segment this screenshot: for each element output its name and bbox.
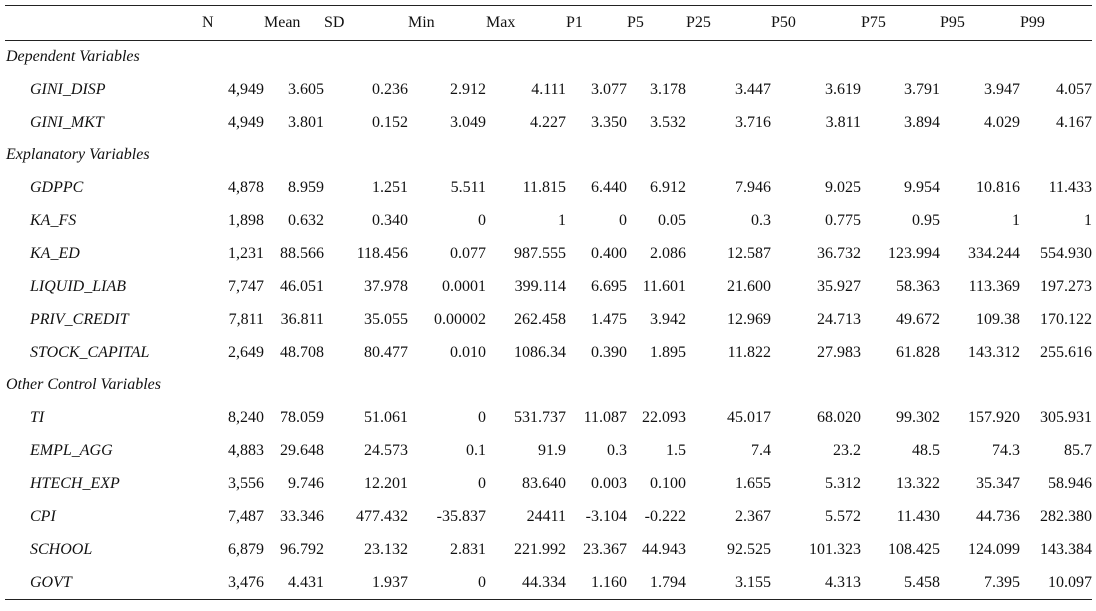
stat-cell-p95: 334.244 xyxy=(968,244,1020,262)
stat-cell-p1: 0.400 xyxy=(591,244,627,262)
stat-cell-min: 0.077 xyxy=(450,244,486,262)
stat-cell-p1: 1.160 xyxy=(591,573,627,591)
stat-cell-n: 7,747 xyxy=(228,277,264,295)
stat-cell-p75: 5.458 xyxy=(904,573,940,591)
table-row xyxy=(5,434,1092,467)
stat-cell-max: 531.737 xyxy=(514,408,566,426)
header-variable-column xyxy=(5,6,202,41)
stat-cell-n: 6,879 xyxy=(228,540,264,558)
stat-cell-p1: 1.475 xyxy=(591,310,627,328)
stat-cell-max: 4.227 xyxy=(530,113,566,131)
stat-cell-mean: 48.708 xyxy=(280,343,324,361)
stat-cell-sd: 37.978 xyxy=(364,277,408,295)
header-min: Min xyxy=(408,14,435,31)
stat-cell-p95: 7.395 xyxy=(984,573,1020,591)
header-p25: P25 xyxy=(686,14,711,31)
stat-cell-mean: 46.051 xyxy=(280,277,324,295)
stat-cell-min: 0 xyxy=(478,573,486,591)
stat-cell-sd: 0.152 xyxy=(372,113,408,131)
stat-cell-p75: 108.425 xyxy=(888,540,940,558)
stat-cell-p75: 99.302 xyxy=(896,408,940,426)
stat-cell-p5: 1.5 xyxy=(666,441,686,459)
stat-cell-n: 4,949 xyxy=(228,80,264,98)
stat-cell-p50: 35.927 xyxy=(817,277,861,295)
stat-cell-p25: 12.969 xyxy=(727,310,771,328)
stat-cell-sd: 80.477 xyxy=(364,343,408,361)
stat-cell-p50: 27.983 xyxy=(817,343,861,361)
stat-cell-p75: 49.672 xyxy=(896,310,940,328)
stat-cell-n: 7,811 xyxy=(228,310,264,328)
variable-name: GINI_DISP xyxy=(30,80,106,98)
stat-cell-n: 7,487 xyxy=(228,507,264,525)
stat-cell-p95: 124.099 xyxy=(968,540,1020,558)
stat-cell-p95: 35.347 xyxy=(976,474,1020,492)
variable-name: GINI_MKT xyxy=(30,113,104,131)
stat-cell-p95: 143.312 xyxy=(968,343,1020,361)
stat-cell-mean: 9.746 xyxy=(288,474,324,492)
stat-cell-mean: 29.648 xyxy=(280,441,324,459)
descriptive-statistics-table xyxy=(5,5,1092,600)
stat-cell-n: 4,949 xyxy=(228,113,264,131)
stat-cell-n: 4,883 xyxy=(228,441,264,459)
stat-cell-sd: 0.236 xyxy=(372,80,408,98)
stat-cell-p95: 1 xyxy=(1012,211,1020,229)
stat-cell-p99: 11.433 xyxy=(1048,178,1092,196)
stat-cell-p95: 157.920 xyxy=(968,408,1020,426)
stat-cell-max: 91.9 xyxy=(538,441,566,459)
table-row xyxy=(5,73,1092,106)
stat-cell-p99: 282.380 xyxy=(1040,507,1092,525)
stat-cell-min: 0.010 xyxy=(450,343,486,361)
section-title: Other Control Variables xyxy=(6,376,161,393)
stat-cell-p1: -3.104 xyxy=(585,507,627,525)
stat-cell-p1: 6.695 xyxy=(591,277,627,295)
table-row xyxy=(5,566,1092,600)
stat-cell-p75: 123.994 xyxy=(888,244,940,262)
stat-cell-min: 0 xyxy=(478,211,486,229)
stat-cell-p5: 44.943 xyxy=(642,540,686,558)
stat-cell-mean: 0.632 xyxy=(288,211,324,229)
stat-cell-p5: 3.532 xyxy=(650,113,686,131)
stat-cell-mean: 8.959 xyxy=(288,178,324,196)
variable-name: GDPPC xyxy=(30,178,84,196)
stat-cell-p25: 3.155 xyxy=(735,573,771,591)
stat-cell-p95: 44.736 xyxy=(976,507,1020,525)
stat-cell-p95: 10.816 xyxy=(976,178,1020,196)
stat-cell-p99: 255.616 xyxy=(1040,343,1092,361)
table-body xyxy=(5,41,1092,600)
stat-cell-p99: 1 xyxy=(1084,211,1092,229)
stat-cell-p50: 9.025 xyxy=(825,178,861,196)
stat-cell-n: 3,476 xyxy=(228,573,264,591)
stat-cell-p25: 3.447 xyxy=(735,80,771,98)
stat-cell-p50: 3.619 xyxy=(825,80,861,98)
stat-cell-p1: 3.077 xyxy=(591,80,627,98)
table-row xyxy=(5,467,1092,500)
stat-cell-mean: 36.811 xyxy=(280,310,324,328)
stat-cell-p25: 21.600 xyxy=(727,277,771,295)
stat-cell-max: 987.555 xyxy=(514,244,566,262)
stat-cell-sd: 23.132 xyxy=(364,540,408,558)
stat-cell-p50: 4.313 xyxy=(825,573,861,591)
stat-cell-min: 5.511 xyxy=(450,178,486,196)
section-title: Explanatory Variables xyxy=(6,146,150,163)
descriptive-statistics-table-wrapper xyxy=(5,5,1092,600)
table-row xyxy=(5,336,1092,369)
stat-cell-p75: 3.791 xyxy=(904,80,940,98)
stat-cell-min: 0.00002 xyxy=(434,310,486,328)
stat-cell-p95: 113.369 xyxy=(968,277,1020,295)
stat-cell-p75: 9.954 xyxy=(904,178,940,196)
stat-cell-min: 0.0001 xyxy=(442,277,486,295)
stat-cell-sd: 24.573 xyxy=(364,441,408,459)
stat-cell-p1: 0.3 xyxy=(607,441,627,459)
stat-cell-mean: 4.431 xyxy=(288,573,324,591)
variable-name: HTECH_EXP xyxy=(30,474,120,492)
stat-cell-p95: 3.947 xyxy=(984,80,1020,98)
stat-cell-p5: 3.942 xyxy=(650,310,686,328)
table-row xyxy=(5,204,1092,237)
stat-cell-p50: 101.323 xyxy=(809,540,861,558)
stat-cell-max: 4.111 xyxy=(531,80,566,98)
stat-cell-sd: 12.201 xyxy=(364,474,408,492)
table-row xyxy=(5,401,1092,434)
stat-cell-p25: 0.3 xyxy=(751,211,771,229)
header-row xyxy=(5,6,1092,41)
stat-cell-sd: 35.055 xyxy=(364,310,408,328)
section-title: Dependent Variables xyxy=(6,48,140,65)
stat-cell-p50: 0.775 xyxy=(825,211,861,229)
stat-cell-p25: 7.4 xyxy=(751,441,771,459)
stat-cell-p50: 23.2 xyxy=(833,441,861,459)
stat-cell-p75: 48.5 xyxy=(912,441,940,459)
table-row xyxy=(5,171,1092,204)
stat-cell-mean: 78.059 xyxy=(280,408,324,426)
stat-cell-p5: 22.093 xyxy=(642,408,686,426)
variable-name: KA_FS xyxy=(30,211,77,229)
stat-cell-max: 83.640 xyxy=(522,474,566,492)
stat-cell-p25: 3.716 xyxy=(735,113,771,131)
variable-name: KA_ED xyxy=(30,244,80,262)
section-header-row xyxy=(5,41,1092,74)
stat-cell-p75: 3.894 xyxy=(904,113,940,131)
stat-cell-min: 0 xyxy=(478,474,486,492)
stat-cell-p1: 23.367 xyxy=(583,540,627,558)
stat-cell-p5: 0.100 xyxy=(650,474,686,492)
stat-cell-sd: 1.251 xyxy=(372,178,408,196)
table-row xyxy=(5,303,1092,336)
stat-cell-n: 1,898 xyxy=(228,211,264,229)
header-p75: P75 xyxy=(861,14,886,31)
stat-cell-p99: 4.167 xyxy=(1056,113,1092,131)
stat-cell-max: 44.334 xyxy=(522,573,566,591)
stat-cell-p25: 1.655 xyxy=(735,474,771,492)
stat-cell-max: 1 xyxy=(558,211,566,229)
header-sd: SD xyxy=(324,14,345,31)
header-n: N xyxy=(202,14,214,31)
header-max: Max xyxy=(486,14,516,31)
stat-cell-max: 24411 xyxy=(526,507,566,525)
header-p95: P95 xyxy=(940,14,965,31)
stat-cell-max: 262.458 xyxy=(514,310,566,328)
stat-cell-sd: 0.340 xyxy=(372,211,408,229)
stat-cell-max: 399.114 xyxy=(514,277,566,295)
stat-cell-p95: 4.029 xyxy=(984,113,1020,131)
stat-cell-p50: 5.572 xyxy=(825,507,861,525)
variable-name: TI xyxy=(30,408,45,426)
variable-name: SCHOOL xyxy=(30,540,93,558)
stat-cell-p50: 3.811 xyxy=(825,113,861,131)
variable-name: STOCK_CAPITAL xyxy=(30,343,150,361)
stat-cell-p5: 0.05 xyxy=(658,211,686,229)
variable-name: EMPL_AGG xyxy=(30,441,113,459)
stat-cell-max: 221.992 xyxy=(514,540,566,558)
stat-cell-max: 1086.34 xyxy=(514,343,566,361)
stat-cell-n: 8,240 xyxy=(228,408,264,426)
stat-cell-p5: 6.912 xyxy=(650,178,686,196)
stat-cell-n: 1,231 xyxy=(228,244,264,262)
table-row xyxy=(5,106,1092,139)
stat-cell-p1: 0.390 xyxy=(591,343,627,361)
variable-name: GOVT xyxy=(30,573,72,591)
header-p1: P1 xyxy=(566,14,583,31)
stat-cell-p99: 305.931 xyxy=(1040,408,1092,426)
stat-cell-p5: 1.895 xyxy=(650,343,686,361)
stat-cell-mean: 3.605 xyxy=(288,80,324,98)
stat-cell-mean: 96.792 xyxy=(280,540,324,558)
stat-cell-p99: 10.097 xyxy=(1048,573,1092,591)
stat-cell-p5: 3.178 xyxy=(650,80,686,98)
stat-cell-p25: 2.367 xyxy=(735,507,771,525)
stat-cell-n: 3,556 xyxy=(228,474,264,492)
table-row xyxy=(5,533,1092,566)
stat-cell-p25: 11.822 xyxy=(727,343,771,361)
stat-cell-sd: 1.937 xyxy=(372,573,408,591)
stat-cell-sd: 477.432 xyxy=(356,507,408,525)
stat-cell-p50: 36.732 xyxy=(817,244,861,262)
stat-cell-p25: 12.587 xyxy=(727,244,771,262)
stat-cell-p5: -0.222 xyxy=(644,507,686,525)
stat-cell-p75: 61.828 xyxy=(896,343,940,361)
table-row xyxy=(5,500,1092,533)
stat-cell-min: 0 xyxy=(478,408,486,426)
stat-cell-p25: 45.017 xyxy=(727,408,771,426)
stat-cell-mean: 88.566 xyxy=(280,244,324,262)
stat-cell-p5: 1.794 xyxy=(650,573,686,591)
stat-cell-sd: 51.061 xyxy=(364,408,408,426)
stat-cell-min: 3.049 xyxy=(450,113,486,131)
stat-cell-p25: 92.525 xyxy=(727,540,771,558)
stat-cell-p95: 109.38 xyxy=(976,310,1020,328)
stat-cell-p99: 85.7 xyxy=(1064,441,1092,459)
header-p50: P50 xyxy=(771,14,796,31)
stat-cell-mean: 33.346 xyxy=(280,507,324,525)
header-p5: P5 xyxy=(627,14,644,31)
stat-cell-p99: 4.057 xyxy=(1056,80,1092,98)
stat-cell-p5: 2.086 xyxy=(650,244,686,262)
stat-cell-n: 2,649 xyxy=(228,343,264,361)
stat-cell-p75: 13.322 xyxy=(896,474,940,492)
stat-cell-mean: 3.801 xyxy=(288,113,324,131)
stat-cell-sd: 118.456 xyxy=(356,244,408,262)
stat-cell-p1: 0.003 xyxy=(591,474,627,492)
section-header-row xyxy=(5,369,1092,401)
stat-cell-p99: 143.384 xyxy=(1040,540,1092,558)
stat-cell-min: 0.1 xyxy=(466,441,486,459)
stat-cell-p99: 554.930 xyxy=(1040,244,1092,262)
variable-name: CPI xyxy=(30,507,56,525)
stat-cell-min: 2.912 xyxy=(450,80,486,98)
header-mean: Mean xyxy=(264,14,301,31)
stat-cell-p95: 74.3 xyxy=(992,441,1020,459)
stat-cell-p99: 197.273 xyxy=(1040,277,1092,295)
stat-cell-p75: 11.430 xyxy=(896,507,940,525)
table-header xyxy=(5,6,1092,41)
table-row xyxy=(5,270,1092,303)
stat-cell-p1: 3.350 xyxy=(591,113,627,131)
stat-cell-p1: 6.440 xyxy=(591,178,627,196)
stat-cell-p1: 11.087 xyxy=(583,408,627,426)
stat-cell-p50: 24.713 xyxy=(817,310,861,328)
table-row xyxy=(5,237,1092,270)
stat-cell-min: -35.837 xyxy=(436,507,486,525)
stat-cell-max: 11.815 xyxy=(522,178,566,196)
stat-cell-min: 2.831 xyxy=(450,540,486,558)
variable-name: LIQUID_LIAB xyxy=(30,277,126,295)
stat-cell-p75: 0.95 xyxy=(912,211,940,229)
variable-name: PRIV_CREDIT xyxy=(30,310,129,328)
stat-cell-p99: 58.946 xyxy=(1048,474,1092,492)
stat-cell-p50: 5.312 xyxy=(825,474,861,492)
stat-cell-p99: 170.122 xyxy=(1040,310,1092,328)
stat-cell-p1: 0 xyxy=(619,211,627,229)
stat-cell-p50: 68.020 xyxy=(817,408,861,426)
header-p99: P99 xyxy=(1020,14,1045,31)
stat-cell-p5: 11.601 xyxy=(642,277,686,295)
stat-cell-n: 4,878 xyxy=(228,178,264,196)
section-header-row xyxy=(5,139,1092,171)
stat-cell-p75: 58.363 xyxy=(896,277,940,295)
stat-cell-p25: 7.946 xyxy=(735,178,771,196)
